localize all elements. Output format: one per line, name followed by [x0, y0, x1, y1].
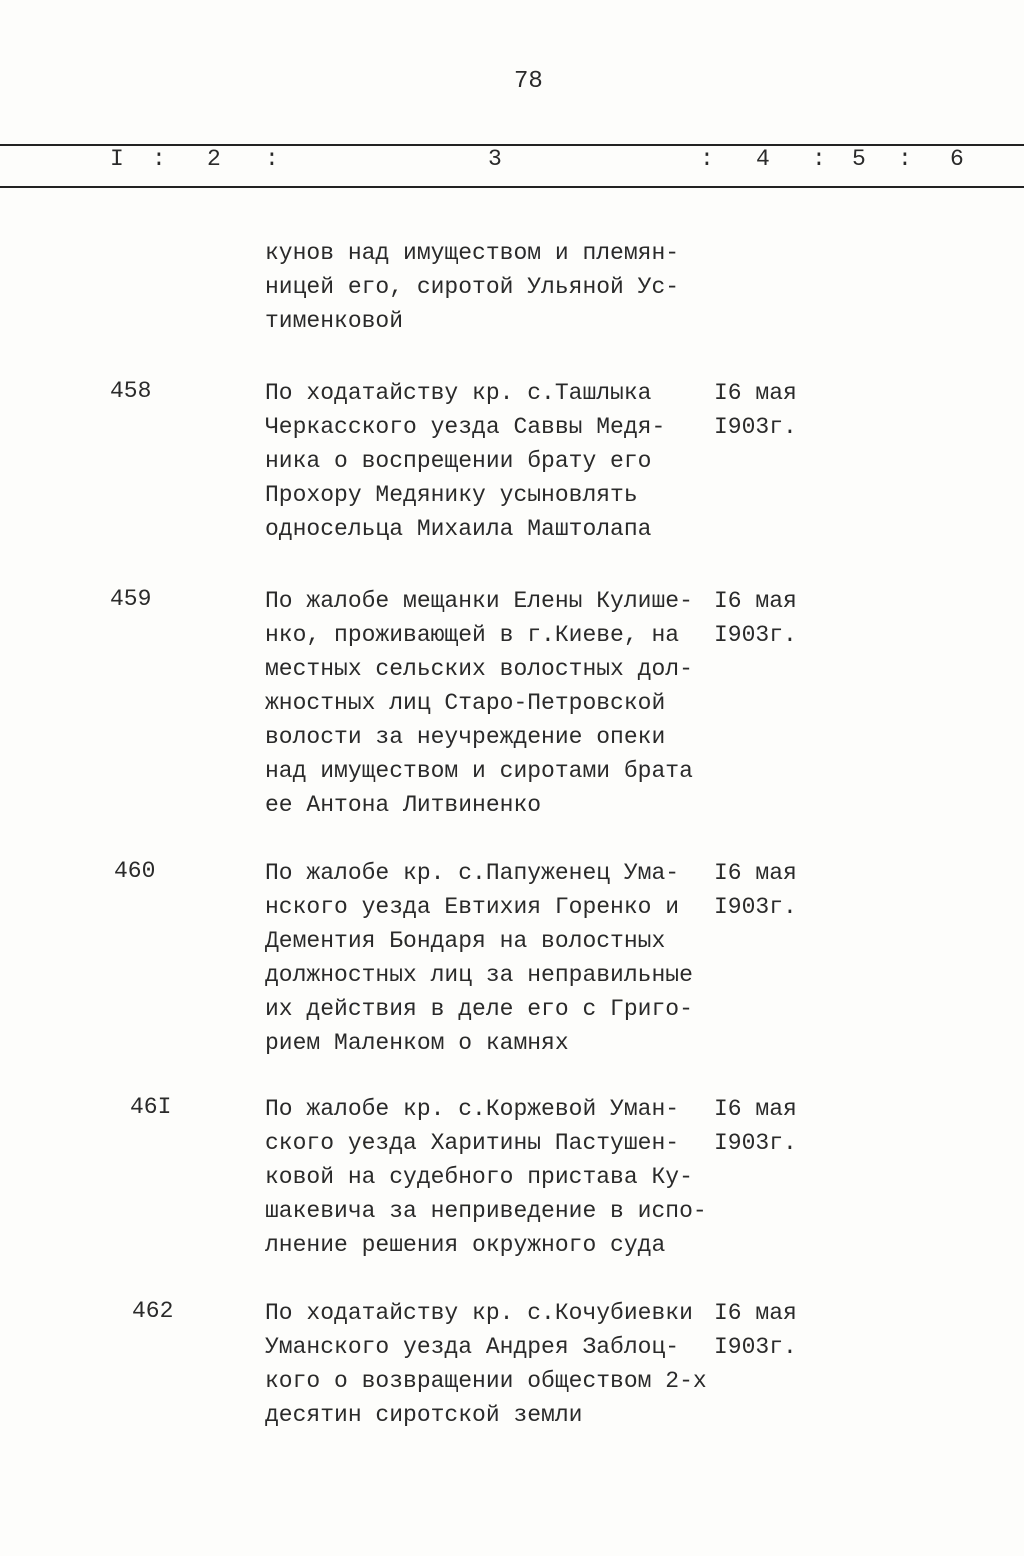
entry-date [714, 1092, 797, 1160]
text-line: По ходатайству кр. с.Ташлыка [265, 380, 652, 406]
text-line: односельца Михаила Маштолапа [265, 516, 652, 542]
entry-description [265, 856, 715, 1060]
text-line: нко, проживающей в г.Киеве, на [265, 622, 680, 648]
text-line: должностных лиц за неправильные [265, 962, 693, 988]
text-line: рием Маленком о камнях [265, 1030, 569, 1056]
column-header-5: 5 [852, 146, 866, 172]
date-line: I903г. [714, 1130, 797, 1156]
entry-date [714, 584, 797, 652]
text-line: Уманского уезда Андрея Заблоц- [265, 1334, 680, 1360]
entry-number: 462 [132, 1298, 174, 1324]
page-number: 78 [514, 68, 543, 95]
text-line: десятин сиротской земли [265, 1402, 583, 1428]
date-line: I903г. [714, 894, 797, 920]
text-line: местных сельских волостных дол- [265, 656, 693, 682]
text-line: По ходатайству кр. с.Кочубиевки [265, 1300, 693, 1326]
text-line: тименковой [265, 308, 404, 334]
text-line: Дементия Бондаря на волостных [265, 928, 666, 954]
entry-date [714, 856, 797, 924]
text-line: ского уезда Харитины Пастушен- [265, 1130, 680, 1156]
date-line: I6 мая [714, 588, 797, 614]
entry-date [714, 376, 797, 444]
date-line: I6 мая [714, 1096, 797, 1122]
header-bottom-rule [0, 186, 1024, 188]
entry-number: 459 [110, 586, 152, 612]
continuation-text [265, 236, 715, 338]
text-line: нского уезда Евтихия Горенко и [265, 894, 680, 920]
text-line: Черкасского уезда Саввы Медя- [265, 414, 666, 440]
text-line: По жалобе кр. с.Коржевой Уман- [265, 1096, 680, 1122]
text-line: лнение решения окружного суда [265, 1232, 666, 1258]
entry-description [265, 376, 715, 546]
entry-description [265, 584, 715, 822]
entry-description [265, 1296, 715, 1432]
text-line: ковой на судебного пристава Ку- [265, 1164, 693, 1190]
text-line: шакевича за неприведение в испо- [265, 1198, 707, 1224]
entry-description [265, 1092, 715, 1262]
entry-number: 458 [110, 378, 152, 404]
text-line: ее Антона Литвиненко [265, 792, 542, 818]
date-line: I903г. [714, 1334, 797, 1360]
column-header-6: 6 [950, 146, 964, 172]
text-line: По жалобе кр. с.Папуженец Ума- [265, 860, 680, 886]
text-line: волости за неучреждение опеки [265, 724, 666, 750]
date-line: I6 мая [714, 380, 797, 406]
entry-date [714, 1296, 797, 1364]
text-line: кунов над имуществом и племян- [265, 240, 680, 266]
column-header-3: 3 [488, 146, 502, 172]
column-separator: : [265, 146, 279, 172]
entry-number: 460 [114, 858, 156, 884]
date-line: I903г. [714, 414, 797, 440]
text-line: По жалобе мещанки Елены Кулише- [265, 588, 693, 614]
text-line: ницей его, сиротой Ульяной Ус- [265, 274, 680, 300]
column-separator: : [898, 146, 912, 172]
entry-number: 46I [130, 1094, 172, 1120]
text-line: над имуществом и сиротами брата [265, 758, 693, 784]
column-header-1: I [110, 146, 124, 172]
column-header-4: 4 [756, 146, 770, 172]
column-separator: : [812, 146, 826, 172]
text-line: ника о воспрещении брату его [265, 448, 652, 474]
text-line: жностных лиц Старо-Петровской [265, 690, 666, 716]
text-line: их действия в деле его с Григо- [265, 996, 693, 1022]
date-line: I6 мая [714, 860, 797, 886]
date-line: I6 мая [714, 1300, 797, 1326]
column-header-2: 2 [207, 146, 221, 172]
column-separator: : [152, 146, 166, 172]
column-separator: : [700, 146, 714, 172]
text-line: Прохору Медянику усыновлять [265, 482, 638, 508]
date-line: I903г. [714, 622, 797, 648]
text-line: кого о возвращении обществом 2-х [265, 1368, 707, 1394]
